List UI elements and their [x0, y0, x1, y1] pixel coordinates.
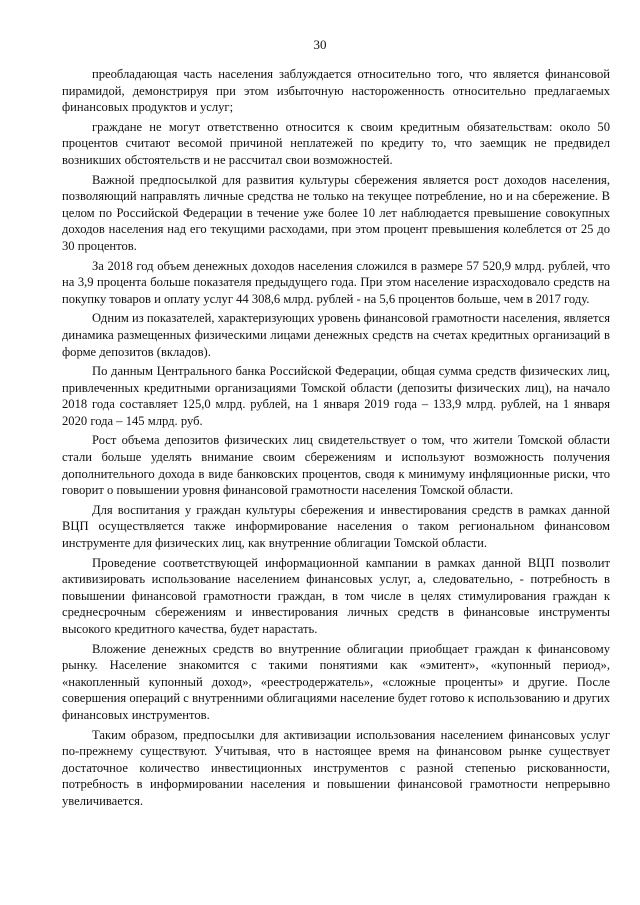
paragraph: Проведение соответствующей информационной кампании в рамках данной ВЦП позволит активизировать использование населением финансовых услуг, а, следовательно, - потребность в повышении финансовой грамотности граждан, в том числе в целях стимулирования граждан к среднесрочным сбережениям и инвестирования личных средств в финансовые инструменты высокого кредитного качества, будет нарастать. [62, 555, 610, 636]
paragraph: Таким образом, предпосылки для активизации использования населением финансовых услуг по-прежнему существуют. Учитывая, что в настоящее время на финансовом рынке существует достаточное количество инвестиционных инструментов с разной степенью рискованности, потребность в информировании населения и повышении финансовой грамотности непрерывно увеличивается. [62, 727, 610, 808]
paragraph: граждане не могут ответственно относится к своим кредитным обязательствам: около 50 процентов считают весомой причиной неплатежей по кредиту то, что заемщик не предвидел возникших обстоятельств и не рассчитал свои возможностей. [62, 119, 610, 167]
document-body [62, 66, 610, 813]
paragraph: Важной предпосылкой для развития культуры сбережения является рост доходов населения, позволяющий направлять личные средства не только на текущее потребление, но и на сбережение. В целом по Российской Федерации в течение уже более 10 лет наблюдается превышение совокупных доходов населения над его текущими расходами, при этом процент превышения колеблется от 25 до 30 процентов. [62, 172, 610, 253]
paragraph: По данным Центрального банка Российской Федерации, общая сумма средств физических лиц, привлеченных кредитными организациями Томской области (депозиты физических лиц), на начало 2018 года составляет 125,0 млрд. рублей, на 1 января 2019 года – 133,9 млрд. рублей, на 1 января 2020 года – 145 млрд. руб. [62, 364, 610, 428]
paragraph: Рост объема депозитов физических лиц свидетельствует о том, что жители Томской области стали больше уделять внимание своим сбережениям и используют возможность получения дополнительного дохода в виде банковских процентов, сводя к минимуму инфляционные риски, что говорит о повышении уровня финансовой грамотности населения Томской области. [62, 433, 610, 498]
page-number: 30 [313, 37, 327, 52]
paragraph: Для воспитания у граждан культуры сбережения и инвестирования средств в рамках данной ВЦП осуществляется также информирование населения о таком региональном финансовом инструменте для физических лиц, как внутренние облигации Томской области. [62, 502, 610, 551]
paragraph: Вложение денежных средств во внутренние облигации приобщает граждан к финансовому рынку. Население знакомится с такими понятиями как «эмитент», «купонный период», «накопленный купонный доход», «реестродержатель», «сложные проценты» и другие. После совершения операций с внутренними облигациями население будет готово к использованию и других финансовых инструментов. [62, 641, 610, 722]
paragraph: преобладающая часть населения заблуждается относительно того, что является финансовой пирамидой, демонстрируя при этом избыточную настороженность относительно предлагаемых финансовых продуктов и услуг; [62, 67, 610, 115]
paragraph: За 2018 год объем денежных доходов населения сложился в размере 57 520,9 млрд. рублей, что на 3,9 процента больше показателя предыдущего года. При этом население израсходовало средств на покупку товаров и оплату услуг 44 308,6 млрд. рублей - на 5,6 процентов больше, чем в 2017 году. [62, 258, 610, 306]
paragraph: Одним из показателей, характеризующих уровень финансовой грамотности населения, является динамика размещенных физическими лицами денежных средств на счетах кредитных организаций в форме депозитов (вкладов). [62, 311, 610, 359]
